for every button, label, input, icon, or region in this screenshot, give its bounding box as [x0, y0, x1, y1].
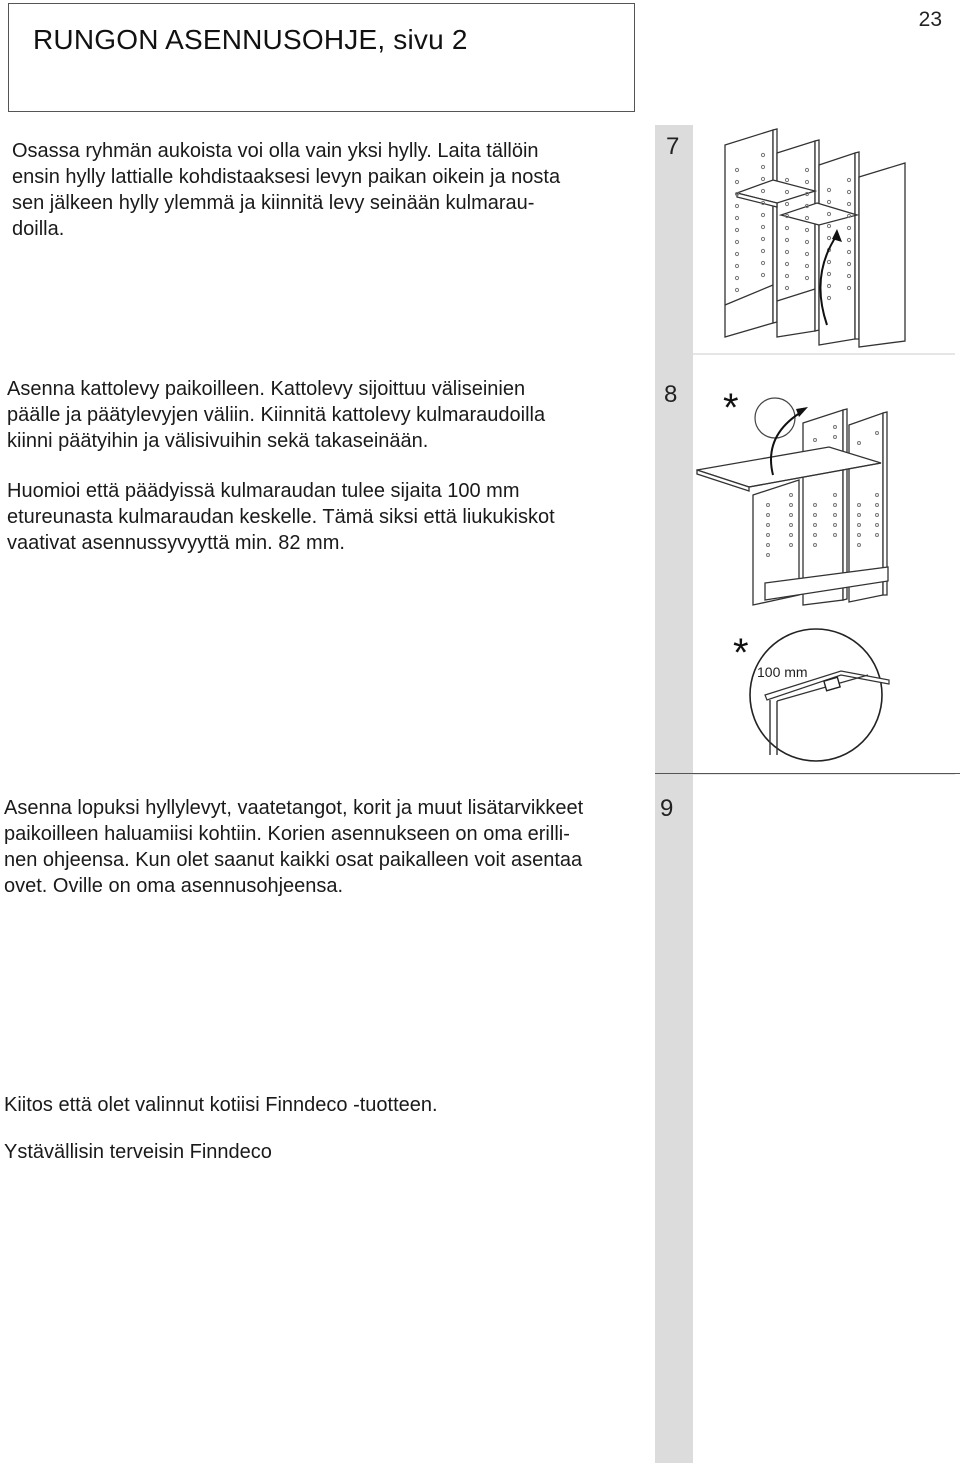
sidebar-inner-strip [655, 125, 693, 1463]
page-title: RUNGON ASENNUSOHJE, sivu 2 [33, 24, 468, 55]
text-line: Asenna lopuksi hyllylevyt, vaatetangot, korit ja muut lisätarvikkeet [4, 797, 584, 819]
text-line: etureunasta kulmaraudan keskelle. Tämä siksi että liukukiskot [7, 506, 555, 528]
illustration-panel-9 [693, 775, 955, 1463]
text-line: ovet. Oville on oma asennusohjeensa. [4, 875, 344, 897]
asterisk-marker-top: * [723, 386, 739, 430]
step-7-text [12, 138, 642, 242]
text-line: Asenna kattolevy paikoilleen. Kattolevy sijoittuu väliseinien [7, 378, 526, 400]
text-line: nen ohjeensa. Kun olet saanut kaikki osat paikalleen voit asentaa [4, 849, 583, 871]
title-box [8, 3, 635, 112]
step-7-illustration [715, 125, 955, 353]
section-divider [655, 773, 960, 774]
text-line: doilla. [12, 218, 65, 240]
text-line: päälle ja päätylevyjen väliin. Kiinnitä kattolevy kulmaraudoilla [7, 404, 546, 426]
text-line: vaativat asennussyvyyttä min. 82 mm. [7, 532, 345, 554]
page-number: 23 [918, 8, 942, 31]
step-9-text [4, 795, 654, 899]
text-line: ensin hylly lattialle kohdistaaksesi levyn paikan oikein ja nosta [12, 166, 561, 188]
text-line: paikoilleen haluamiisi kohtiin. Korien asennukseen on oma erilli- [4, 823, 570, 845]
step-8-text-b [7, 478, 647, 556]
step-number-8: 8 [664, 381, 678, 408]
step-number-9: 9 [660, 795, 674, 822]
step-8-text-a [7, 376, 647, 454]
closing-regards: Ystävällisin terveisin Finndeco [4, 1141, 272, 1163]
dimension-label: 100 mm [757, 664, 808, 680]
text-line: sen jälkeen hylly ylemmä ja kiinnitä levy seinään kulmarau- [12, 192, 535, 214]
step-number-7: 7 [666, 133, 680, 160]
closing-thanks: Kiitos että olet valinnut kotiisi Finndeco -tuotteen. [4, 1094, 438, 1116]
text-line: Huomioi että päädyissä kulmaraudan tulee sijaita 100 mm [7, 480, 520, 502]
asterisk-marker-detail: * [733, 631, 749, 675]
text-line: Osassa ryhmän aukoista voi olla vain yksi hylly. Laita tällöin [12, 140, 539, 162]
text-line: kiinni päätyihin ja välisivuihin sekä takaseinään. [7, 430, 429, 452]
